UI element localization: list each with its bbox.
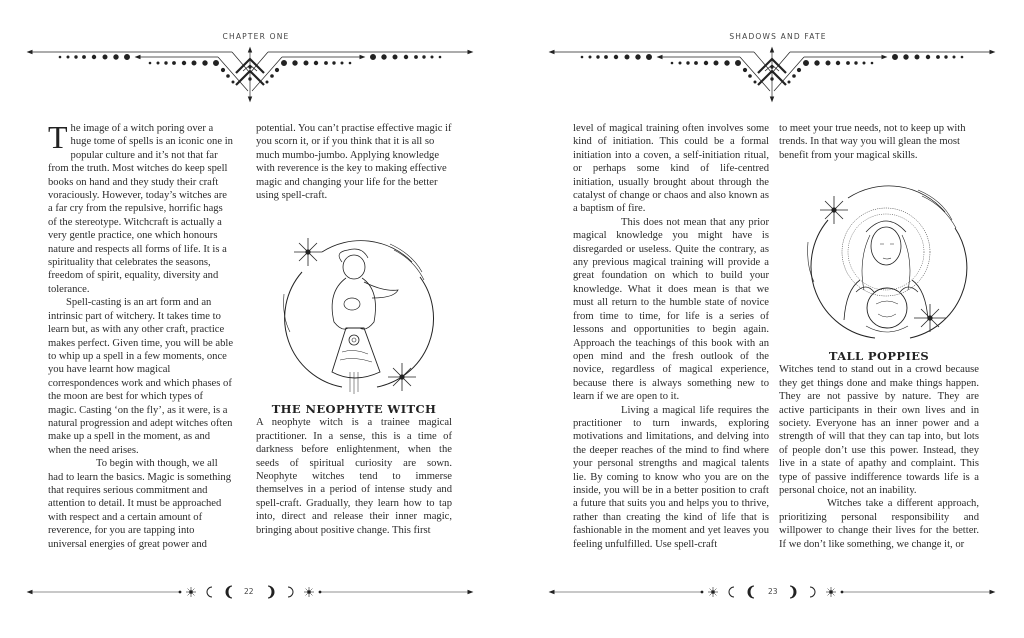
running-head: SHADOWS AND FATE [729,32,827,41]
section-neophyte-witch [256,403,452,537]
paragraph: Witches tend to stand out in a crowd because they get things done and make things happen. They are not passive by nature. They are active participants in their own lives and in society. Everyone has an inner power and a strength of will that they can tap into, but lots of people don’t use this power. Instead, they live in a state of apathy and complaint. This type of passive indifference towards life is a personal choice, not an inability. [779,364,979,497]
running-head: CHAPTER ONE [222,32,290,41]
drop-cap: T [48,119,68,155]
body-column-2 [779,122,979,162]
paragraph: Spell-casting is an art form and an intrinsic part of witchery. It takes time to learn but, as with any other craft, practice makes perfect. Given time, you will be able to whip up a spell in a few moments, once you have learnt how magical correspondences work and which phases of the moon are best for which types of magic. Casting ‘on the fly’, as it were, is a natural progression and adept witches often make up a spell in the moment, as and when the need arises. [48,297,234,456]
header-ornament-icon [522,45,1024,105]
right-page [512,0,1024,638]
paragraph: Witches take a different approach, prioritizing personal responsibility and willpower to change their lives for the better. If we don’t like something, we change it, or [779,498,979,550]
paragraph: To begin with though, we all had to learn the basics. Magic is something that requires serious commitment and attention to detail. It must be approached with respect and a certain amount of reverence, for you are tapping into universal energies of great power and [48,458,231,550]
section-heading: THE NEOPHYTE WITCH [271,402,437,416]
neophyte-witch-illustration [272,232,448,397]
header-ornament-icon [0,45,512,105]
page-number: 23 [768,587,778,596]
paragraph: Living a magical life requires the practitioner to turn inwards, exploring motivations and limitations, and delving into the deeper reaches of the mind to find where your personal strengths and magical talents lie. By coming to know who you are on the inside, you will be in a better position to craft a future that suits you and helps you to thrive, rather than creating the kind of life that is fashionable in the moment and yet leaves you feeling unfulfilled. Use spell-craft [573,404,769,550]
section-tall-poppies [779,350,979,551]
paragraph: This does not mean that any prior magical knowledge you might have is disregarded or useless. Quite the contrary, as any previous magical training will provide a great foundation on which to build your knowledge. What it does mean is that we must all return to the humble state of novice from time to time, for life is a series of lessons and opportunities to begin again. Approach the teachings of this book with an open mind and the fresh outlook of the novice, regardless of magical experience, because there is always something new to learn if we are open to it. [573,216,769,403]
section-heading: TALL POPPIES [828,349,930,363]
crystal-ball-witch-illustration [800,180,980,345]
paragraph: potential. You can’t practise effective magic if you scorn it, or if you think that it is all so much mumbo-jumbo. Applying knowledge with reverence is the key to making effective magic and changing your life for the better using spell-craft. [256,123,452,202]
footer-ornament-icon [0,581,512,605]
body-column-1 [573,122,769,551]
paragraph: to meet your true needs, not to keep up with trends. In that way you will glean the most benefit from your magical skills. [779,123,966,161]
paragraph: level of magical training often involves some kind of initiation. This could be a formal initiation into a coven, a self-initiation ritual, or perhaps some kind of life-centred initiation, usually brought about through the catalyst of change or chaos and also known as a baptism of fire. [573,123,769,215]
body-column-2 [256,122,452,202]
page-number: 22 [244,587,254,596]
paragraph: he image of a witch poring over a huge tome of spells is an iconic one in popular culture and it’s not that far from the truth. Most witches do keep spell books on hand and they study their craft voraciously. However, today’s witches are a far cry from the repulsive, horrific hags of the stereotype. Witchcraft is actually a very gentle practice, one which honours nature and respects all forms of life. It is a spirituality that celebrates the seasons, freedom of spirit, equality, diversity and tolerance. [48,123,233,295]
body-column-1 [48,119,234,551]
paragraph: A neophyte witch is a trainee magical practitioner. In a sense, this is a time of darkness before enlightenment, when the seeds of spiritual curiosity are sown. Neophyte witches tend to immerse themselves in a period of intense study and spell-craft. Gradually, they learn how to tap into, direct and release their inner magic, bringing about positive change. This first [256,417,452,536]
